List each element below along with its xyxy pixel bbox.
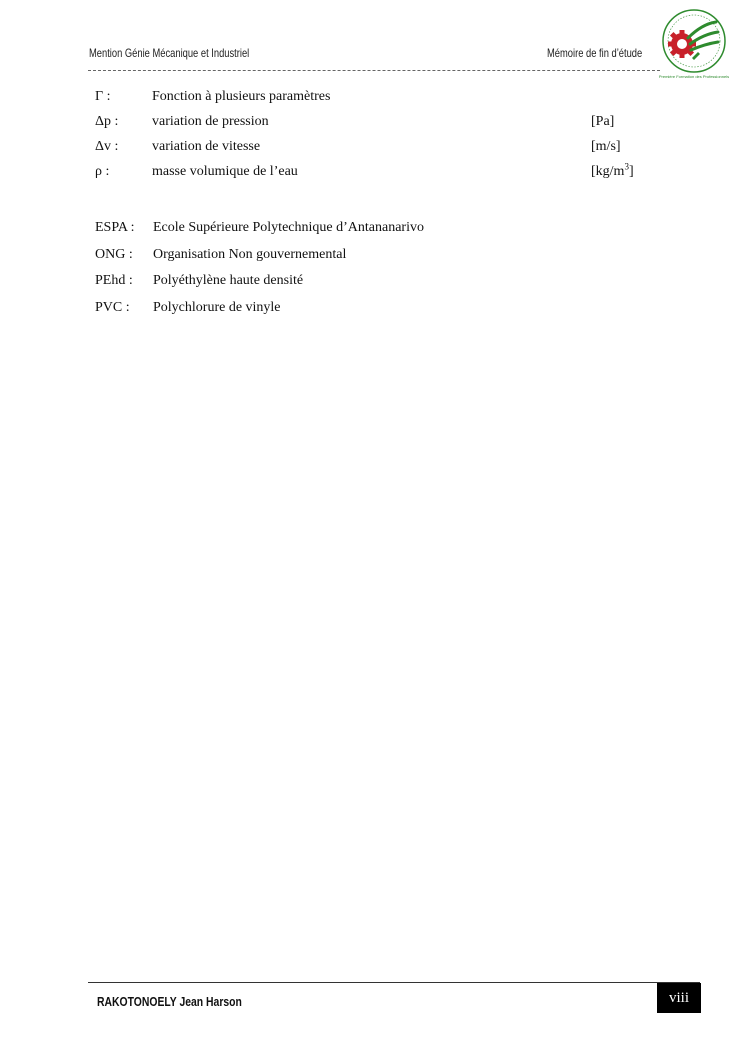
abbreviation-description: Organisation Non gouvernemental <box>153 246 347 262</box>
symbol-unit: [Pa] <box>591 114 615 129</box>
symbol-description: masse volumique de l’eau <box>152 164 298 179</box>
symbol-description: variation de vitesse <box>152 139 261 154</box>
abbreviation-key: PEhd : <box>95 273 133 288</box>
footer-divider <box>88 982 700 983</box>
abbreviation-description: Polyéthylène haute densité <box>153 273 304 288</box>
abbreviation-key: PVC : <box>95 299 130 315</box>
abbreviation-key: ESPA : <box>95 220 135 235</box>
abbreviation-description: Ecole Supérieure Polytechnique d’Antananarivo <box>153 220 424 235</box>
symbol-unit <box>591 163 634 181</box>
page-number-badge: viii <box>657 983 701 1013</box>
footer-author: RAKOTONOELY Jean Harson <box>97 994 242 1009</box>
header-divider <box>88 70 660 71</box>
symbol-key: ρ : <box>95 164 110 179</box>
header-mention-text: Mention Génie Mécanique et Industriel <box>89 46 250 60</box>
symbol-description: variation de pression <box>152 114 269 129</box>
symbol-description: Fonction à plusieurs paramètres <box>152 89 331 104</box>
unit-exponent: 3 <box>624 161 629 172</box>
school-gear-seal-logo <box>658 8 730 80</box>
unit-base: [kg/m <box>591 164 625 179</box>
symbol-key: Δp : <box>95 114 119 129</box>
header-memoire-text: Mémoire de fin d’étude <box>547 46 643 60</box>
unit-close: ] <box>628 164 634 179</box>
symbol-unit: [m/s] <box>591 139 621 154</box>
symbol-key: Δv : <box>95 139 119 154</box>
logo-caption: Première Formation des Professionnels <box>658 74 730 79</box>
abbreviation-key: ONG : <box>95 246 133 262</box>
symbol-key: Γ : <box>95 89 111 104</box>
abbreviation-description: Polychlorure de vinyle <box>153 299 281 315</box>
